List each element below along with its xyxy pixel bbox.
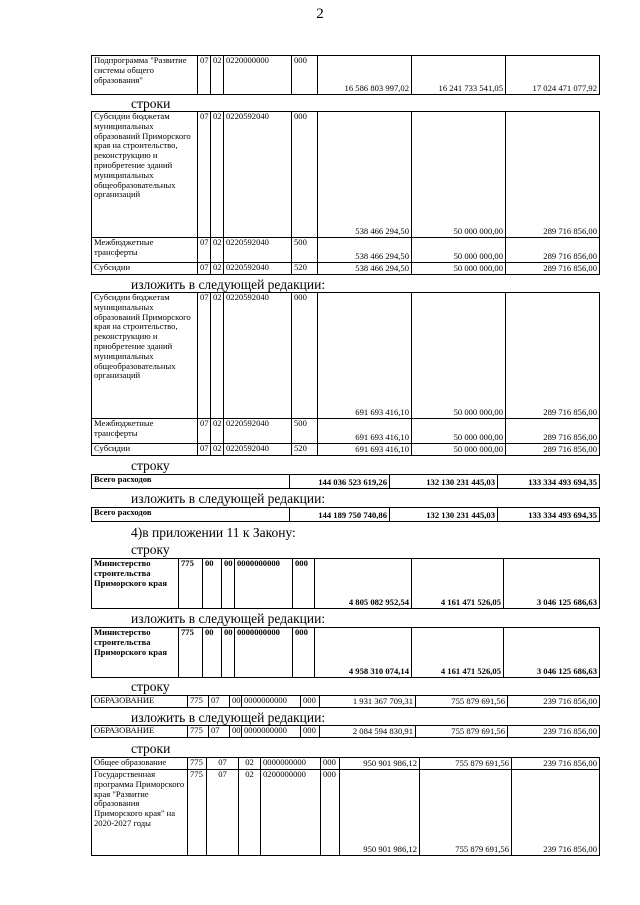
- table-row: Субсидии бюджетам муниципальных образований Приморского края на строительство, реконструкцию и приобретение зданий муниципальных общеобразовательных организаций 07 02 0220592040 000 538 466 294,50 50 000 000,00 289 716 856,00: [92, 112, 600, 238]
- label-new-edition: изложить в следующей редакции:: [131, 277, 326, 292]
- label-stroki: строки: [131, 741, 171, 756]
- table-total-old: Всего расходов 144 036 523 619,26 132 130 231 445,03 133 334 493 694,35: [91, 474, 600, 489]
- label-appendix-11: 4)в приложении 11 к Закону:: [131, 525, 296, 540]
- table-education-old: ОБРАЗОВАНИЕ 775 07 00 0000000000 000 1 931 367 709,31 755 879 691,56 239 716 856,00: [91, 695, 600, 708]
- table-ministry-new: Министерство строительства Приморского края 775 00 00 0000000000 000 4 958 310 074,14 4 161 471 526,05 3 046 125 686,63: [91, 627, 600, 678]
- table-row: Межбюджетные трансферты 07 02 0220592040 500 691 693 416,10 50 000 000,00 289 716 856,00: [92, 419, 600, 444]
- table-ministry-old: Министерство строительства Приморского края 775 00 00 0000000000 000 4 805 082 952,54 4 161 471 526,05 3 046 125 686,63: [91, 558, 600, 609]
- table-row: Субсидии 07 02 0220592040 520 538 466 294,50 50 000 000,00 289 716 856,00: [92, 263, 600, 275]
- table-row: Субсидии бюджетам муниципальных образований Приморского края на строительство, реконструкцию и приобретение зданий муниципальных общеобразовательных организаций 07 02 0220592040 000 691 693 416,10 50 000 000,00 289 716 856,00: [92, 293, 600, 419]
- label-stroki: строки: [131, 96, 171, 111]
- table-general-education: [91, 757, 600, 856]
- table-total-new: Всего расходов 144 189 750 740,86 132 130 231 445,03 133 334 493 694,35: [91, 507, 600, 522]
- label-new-edition: изложить в следующей редакции:: [131, 710, 326, 725]
- page-number: 2: [316, 6, 324, 22]
- row-name: Подпрограмма "Развитие системы общего образования": [92, 56, 198, 95]
- label-stroku: строку: [131, 679, 170, 694]
- label-stroku: строку: [131, 542, 170, 557]
- table-row: Субсидии 07 02 0220592040 520 691 693 416,10 50 000 000,00 289 716 856,00: [92, 444, 600, 456]
- table-old-subsidies: [91, 111, 600, 275]
- table-row: Общее образование 775 07 02 0000000000 000 950 901 986,12 755 879 691,56 239 716 856,00: [92, 758, 600, 770]
- table-subprogram: Подпрограмма "Развитие системы общего образования" 07 02 0220000000 000 16 586 803 997,02 16 241 733 541,05 17 024 471 077,92: [91, 55, 600, 95]
- table-row: Государственная программа Приморского края "Развитие образования Приморского края" на 2020-2027 годы 775 07 02 0200000000 000 950 901 986,12 755 879 691,56 239 716 856,00: [92, 770, 600, 856]
- label-new-edition: изложить в следующей редакции:: [131, 611, 326, 626]
- label-new-edition: изложить в следующей редакции:: [131, 491, 326, 506]
- table-new-subsidies: [91, 292, 600, 456]
- table-education-new: ОБРАЗОВАНИЕ 775 07 00 0000000000 000 2 084 594 830,91 755 879 691,56 239 716 856,00: [91, 725, 600, 738]
- label-stroku: строку: [131, 458, 170, 473]
- table-row: Межбюджетные трансферты 07 02 0220592040 500 538 466 294,50 50 000 000,00 289 716 856,00: [92, 238, 600, 263]
